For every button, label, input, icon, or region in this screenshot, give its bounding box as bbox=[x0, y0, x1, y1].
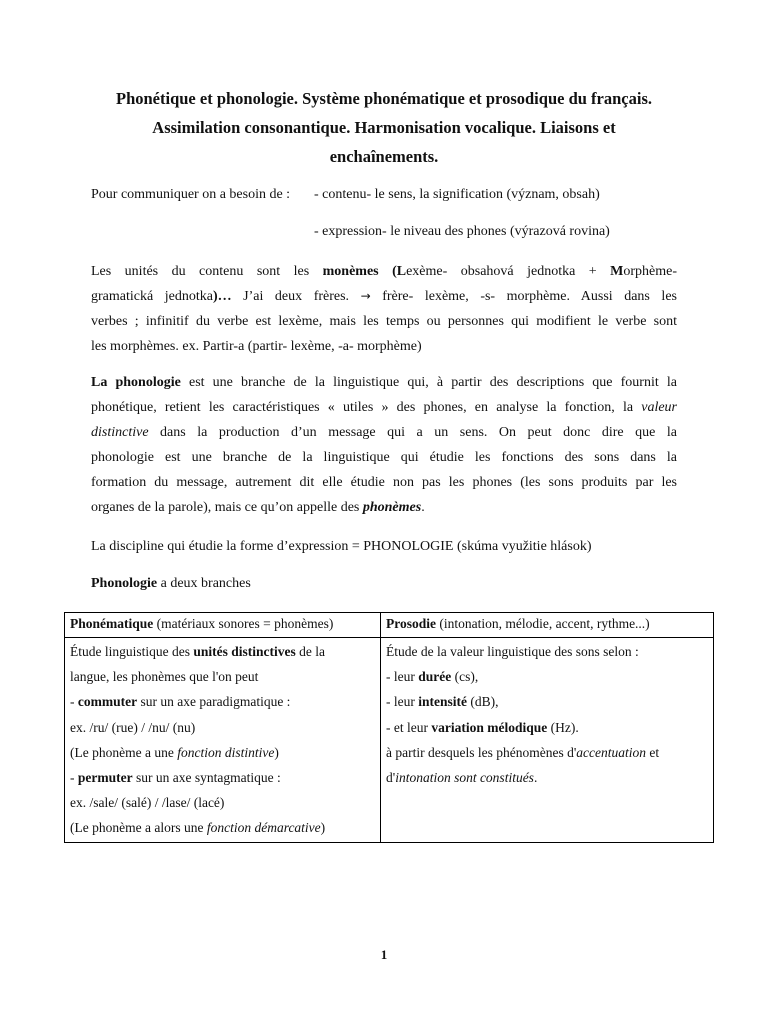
branches-table bbox=[64, 612, 714, 843]
text-run: - leur bbox=[386, 694, 419, 710]
text-run: ) bbox=[274, 744, 279, 760]
text-run: commuter bbox=[77, 694, 138, 710]
text-run: (dB), bbox=[466, 694, 499, 710]
cell-line bbox=[70, 765, 375, 790]
text-run: )… bbox=[212, 289, 244, 304]
text-run: ) bbox=[320, 820, 326, 836]
text-run: (cs), bbox=[451, 669, 479, 685]
text-run: - bbox=[70, 770, 78, 786]
text-run: Prosodie bbox=[386, 616, 436, 631]
text-run: et bbox=[646, 744, 660, 760]
header-prosodie bbox=[381, 613, 714, 638]
header-phonematique bbox=[65, 613, 381, 638]
term-monemes: monèmes (L bbox=[322, 264, 407, 279]
paragraph-line bbox=[91, 309, 677, 334]
arrow-right-icon: → bbox=[360, 289, 371, 303]
cell-phonematique bbox=[65, 638, 381, 843]
text-run: phonétique, retient les caractéristiques « utiles » des phones, en analyse la fonction, la bbox=[91, 400, 642, 415]
text-run: (Le phonème a une bbox=[70, 744, 178, 760]
branches-line bbox=[91, 575, 251, 593]
text-run: à partir desquels les phénomènes d' bbox=[386, 744, 577, 760]
text-run: (Le phonème a alors une bbox=[70, 820, 207, 836]
cell-line bbox=[386, 765, 708, 790]
text-run: frère- lexème, -s- morphème. Aussi dans les bbox=[370, 289, 677, 304]
text-run: phonologie est une branche de la linguistique qui étudie les fonctions des sons dans la bbox=[91, 450, 677, 465]
cell-line bbox=[70, 639, 375, 664]
text-run: - bbox=[70, 694, 78, 710]
term-phonemes: phonèmes bbox=[362, 500, 422, 515]
text-run: Étude linguistique des bbox=[70, 644, 194, 659]
title-line-1: Phonétique et phonologie. Système phonématique et prosodique du français. bbox=[116, 89, 652, 108]
term-phonologie: La phonologie bbox=[91, 375, 181, 390]
paragraph-units bbox=[91, 259, 677, 359]
paragraph-line bbox=[91, 470, 677, 495]
text-run: organes de la parole), mais ce qu’on appelle des bbox=[91, 500, 363, 515]
text-run: unités distinctives bbox=[193, 644, 296, 659]
text-run: variation mélodique bbox=[431, 719, 548, 735]
text-run: exème- obsahová jednotka + bbox=[406, 264, 611, 279]
cell-line: langue, les phonèmes que l'on peut bbox=[70, 669, 259, 685]
text-run: - leur bbox=[386, 669, 419, 685]
text-run: sur un axe syntagmatique : bbox=[132, 770, 281, 786]
cell-line: ex. /sale/ (salé) / /lase/ (lacé) bbox=[70, 795, 225, 811]
text-run: intensité bbox=[418, 694, 467, 710]
text-run: sur un axe paradigmatique : bbox=[137, 694, 291, 710]
cell-line bbox=[70, 689, 375, 714]
text-run: Phonématique bbox=[70, 616, 154, 631]
cell-line: ex. /ru/ (rue) / /nu/ (nu) bbox=[70, 719, 196, 735]
cell-line bbox=[386, 715, 708, 740]
paragraph-line bbox=[91, 259, 677, 284]
text-run: . bbox=[421, 500, 425, 515]
title-line-3: enchaînements. bbox=[329, 147, 439, 166]
text-run: durée bbox=[418, 669, 452, 685]
text-run: M bbox=[610, 264, 624, 279]
text-run: fonction distintive bbox=[177, 744, 275, 760]
text-run: . bbox=[533, 770, 538, 786]
text-run: d' bbox=[386, 770, 396, 786]
cell-line bbox=[70, 740, 375, 765]
text-run: formation du message, autrement dit elle étudie non pas les phones (les sons produits par les bbox=[91, 475, 677, 490]
intro-lead-text: Pour communiquer on a besoin de : bbox=[91, 187, 291, 202]
cell-line bbox=[386, 740, 708, 765]
text-run: J’ai deux frères. bbox=[243, 289, 361, 304]
text-run: orphème- bbox=[623, 264, 677, 279]
text-run: dans la production d’un message qui a un sens. On peut donc dire que la bbox=[148, 425, 677, 440]
text-run: (matériaux sonores = phonèmes) bbox=[153, 616, 334, 631]
cell-prosodie bbox=[381, 638, 714, 843]
text-run: Les unités du contenu sont les bbox=[91, 264, 323, 279]
text-run: accentuation bbox=[576, 744, 646, 760]
table-row bbox=[65, 638, 714, 843]
paragraph-line bbox=[91, 284, 677, 309]
text-run: - et leur bbox=[386, 719, 432, 735]
paragraph-line bbox=[91, 495, 677, 520]
text-run: fonction démarcative bbox=[206, 820, 321, 836]
cell-line bbox=[386, 664, 708, 689]
text-run: a deux branches bbox=[157, 576, 251, 591]
paragraph-line bbox=[91, 370, 677, 395]
text-run: les morphèmes. ex. Partir-a (partir- lexème, -a- morphème) bbox=[91, 339, 422, 354]
text-run: est une branche de la linguistique qui, à partir des descriptions que fournit la bbox=[180, 375, 677, 390]
cell-line bbox=[70, 815, 375, 840]
text-run: (intonation, mélodie, accent, rythme...) bbox=[436, 616, 650, 631]
paragraph-line bbox=[91, 334, 677, 359]
discipline-line: La discipline qui étudie la forme d’expression = PHONOLOGIE (skúma využitie hlások) bbox=[91, 539, 592, 554]
intro-item-expression: - expression- le niveau des phones (výrazová rovina) bbox=[314, 224, 610, 239]
paragraph-line bbox=[91, 445, 677, 470]
paragraph-phonologie bbox=[91, 370, 677, 520]
title-line-2: Assimilation consonantique. Harmonisation vocalique. Liaisons et bbox=[152, 118, 616, 137]
text-run: intonation sont constitués bbox=[395, 770, 534, 786]
cell-line bbox=[386, 689, 708, 714]
paragraph-line bbox=[91, 420, 677, 445]
text-run: distinctive bbox=[91, 425, 149, 440]
paragraph-line bbox=[91, 395, 677, 420]
table-header-row bbox=[65, 613, 714, 638]
text-run: permuter bbox=[77, 770, 133, 786]
intro-lead bbox=[91, 186, 290, 204]
term-phonologie: Phonologie bbox=[91, 576, 158, 591]
text-run: (Hz). bbox=[547, 719, 579, 735]
text-run: de la bbox=[295, 644, 325, 659]
text-run: gramatická jednotka bbox=[91, 289, 213, 304]
cell-line: Étude de la valeur linguistique des sons selon : bbox=[386, 644, 639, 659]
intro-item-content: - contenu- le sens, la signification (význam, obsah) bbox=[314, 187, 600, 202]
text-run: verbes ; infinitif du verbe est lexème, mais les temps ou personnes qui modifient le verbe sont bbox=[91, 314, 677, 329]
page-number: 1 bbox=[380, 947, 388, 962]
text-run: valeur bbox=[641, 400, 677, 415]
